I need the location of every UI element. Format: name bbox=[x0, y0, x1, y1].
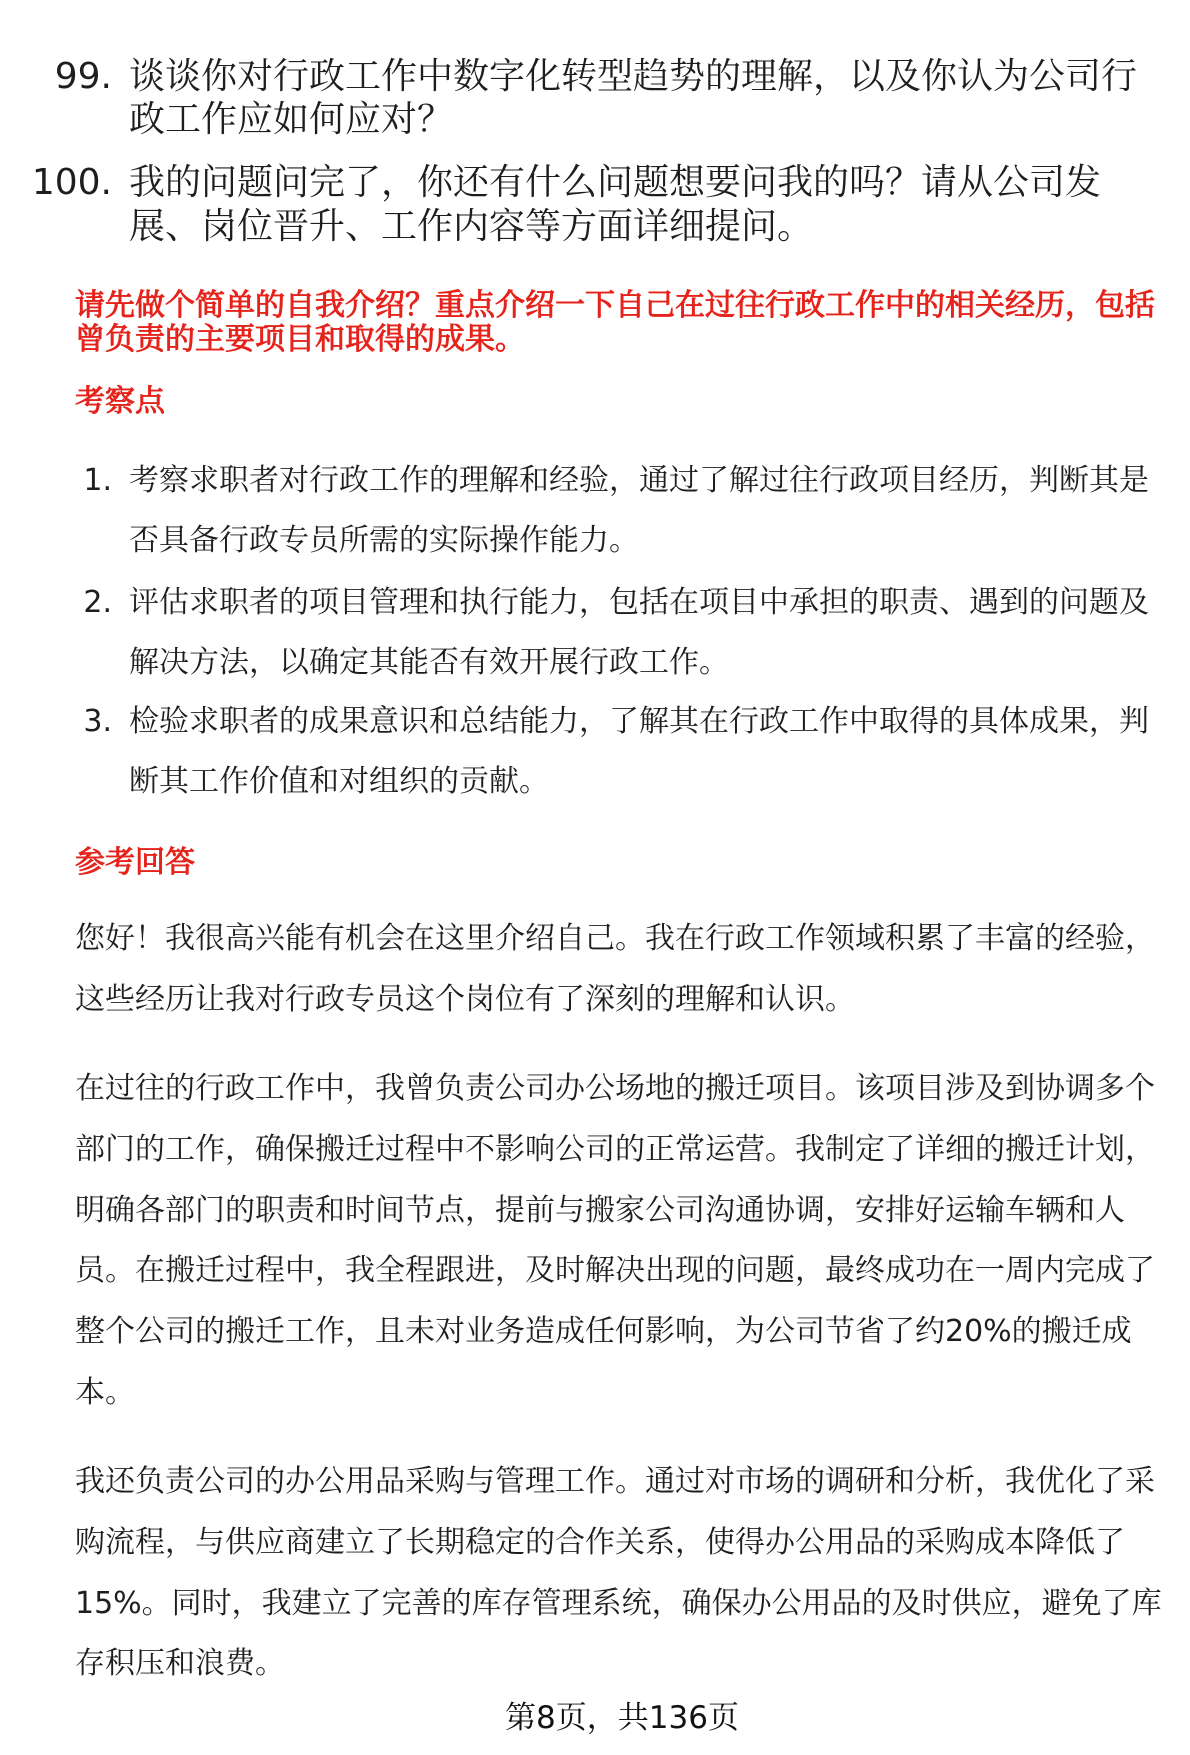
page-number: 第8页，共136页 bbox=[505, 1700, 739, 1736]
paragraph-line: 在过往的行政工作中，我曾负责公司办公场地的搬迁项目。该项目涉及到协调多个 bbox=[75, 1071, 1155, 1106]
list-item-line: 解决方法，以确定其能否有效开展行政工作。 bbox=[129, 645, 729, 680]
paragraph-line: 部门的工作，确保搬迁过程中不影响公司的正常运营。我制定了详细的搬迁计划， bbox=[75, 1131, 1155, 1167]
answer-paragraph bbox=[75, 909, 1155, 1031]
paragraph-line: 整个公司的搬迁工作，且未对业务造成任何影响，为公司节省了约20%的搬迁成 bbox=[75, 1314, 1132, 1349]
paragraph-line: 这些经历让我对行政专员这个岗位有了深刻的理解和认识。 bbox=[75, 981, 855, 1017]
paragraph-line: 员。在搬迁过程中，我全程跟进，及时解决出现的问题，最终成功在一周内完成了 bbox=[75, 1253, 1155, 1289]
list-item-line: 考察求职者对行政工作的理解和经验，通过了解过往行政项目经历，判断其是 bbox=[129, 463, 1149, 498]
points-title: 考察点 bbox=[75, 384, 165, 419]
paragraph-line: 15%。同时，我建立了完善的库存管理系统，确保办公用品的及时供应，避免了库 bbox=[75, 1585, 1162, 1621]
list-item-text bbox=[129, 451, 1149, 571]
question-number: 100. bbox=[31, 162, 112, 203]
list-item-line: 评估求职者的项目管理和执行能力，包括在项目中承担的职责、遇到的问题及 bbox=[129, 585, 1149, 620]
question-text-line: 政工作应如何应对？ bbox=[129, 99, 454, 140]
list-item-number: 2. bbox=[83, 585, 112, 620]
paragraph-line: 您好！我很高兴能有机会在这里介绍自己。我在行政工作领域积累了丰富的经验， bbox=[75, 921, 1155, 956]
list-item-text bbox=[129, 692, 1149, 812]
question-text bbox=[129, 55, 1137, 141]
list-item-number: 3. bbox=[83, 704, 112, 739]
question-number: 99. bbox=[54, 56, 112, 97]
paragraph-line: 存积压和浪费。 bbox=[75, 1646, 285, 1682]
question-text bbox=[129, 161, 1101, 249]
section-heading bbox=[75, 289, 1155, 357]
question-text-line: 我的问题问完了，你还有什么问题想要问我的吗？请从公司发 bbox=[129, 162, 1102, 203]
paragraph-line: 购流程，与供应商建立了长期稳定的合作关系，使得办公用品的采购成本降低了 bbox=[75, 1524, 1125, 1560]
list-item-number: 1. bbox=[83, 463, 112, 498]
paragraph-line: 明确各部门的职责和时间节点，提前与搬家公司沟通协调，安排好运输车辆和人 bbox=[75, 1192, 1125, 1228]
answer-paragraph bbox=[75, 1452, 1162, 1695]
list-item-text bbox=[129, 573, 1149, 693]
list-item-line: 检验求职者的成果意识和总结能力，了解其在行政工作中取得的具体成果，判 bbox=[129, 704, 1149, 739]
question-text-line: 展、岗位晋升、工作内容等方面详细提问。 bbox=[129, 206, 814, 247]
answer-paragraph bbox=[75, 1059, 1155, 1424]
answer-title: 参考回答 bbox=[75, 845, 195, 880]
section-heading-line: 曾负责的主要项目和取得的成果。 bbox=[75, 322, 525, 357]
paragraph-line: 我还负责公司的办公用品采购与管理工作。通过对市场的调研和分析，我优化了采 bbox=[75, 1464, 1155, 1499]
list-item-line: 否具备行政专员所需的实际操作能力。 bbox=[129, 523, 639, 558]
question-text-line: 谈谈你对行政工作中数字化转型趋势的理解，以及你认为公司行 bbox=[129, 56, 1138, 97]
section-heading-line: 请先做个简单的自我介绍？重点介绍一下自己在过往行政工作中的相关经历，包括 bbox=[75, 288, 1155, 323]
paragraph-line: 本。 bbox=[75, 1374, 135, 1410]
list-item-line: 断其工作价值和对组织的贡献。 bbox=[129, 764, 549, 799]
